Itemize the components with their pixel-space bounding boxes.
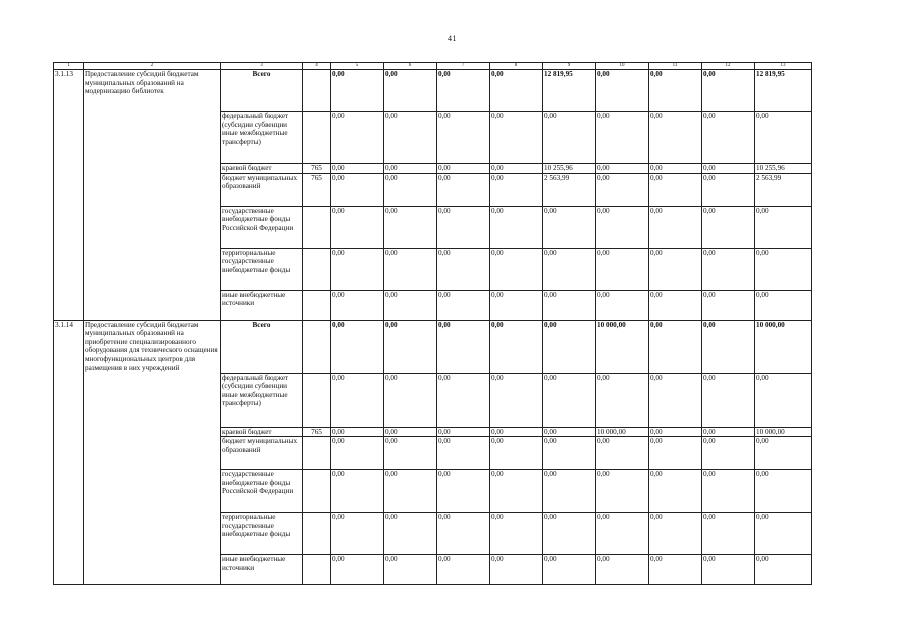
amount-cell: 0,00 — [543, 513, 596, 555]
page-number: 41 — [448, 34, 457, 43]
amount-cell: 0,00 — [596, 373, 649, 427]
funding-source: государственные внебюджетные фонды Российской Федерации — [221, 470, 303, 513]
amount-cell: 0,00 — [437, 555, 490, 585]
amount-cell: 0,00 — [649, 112, 702, 164]
budget-code: 765 — [303, 173, 331, 206]
amount-cell: 10 000,00 — [596, 427, 649, 437]
amount-cell: 0,00 — [702, 164, 755, 174]
header-cell: 6 — [384, 63, 437, 70]
amount-cell: 0,00 — [490, 164, 543, 174]
amount-cell: 0,00 — [331, 164, 384, 174]
amount-cell: 0,00 — [543, 427, 596, 437]
amount-cell: 0,00 — [596, 164, 649, 174]
amount-cell: 0,00 — [649, 248, 702, 290]
amount-cell: 0,00 — [702, 513, 755, 555]
amount-cell: 0,00 — [437, 427, 490, 437]
amount-cell: 0,00 — [702, 173, 755, 206]
amount-cell: 0,00 — [755, 437, 812, 470]
funding-source: краевой бюджет — [221, 427, 303, 437]
header-cell: 13 — [755, 63, 812, 70]
amount-cell: 0,00 — [331, 70, 384, 112]
amount-cell: 0,00 — [596, 112, 649, 164]
budget-code — [303, 248, 331, 290]
amount-cell: 0,00 — [702, 112, 755, 164]
amount-cell: 0,00 — [596, 206, 649, 248]
amount-cell: 2 563,99 — [755, 173, 812, 206]
header-row — [54, 63, 812, 70]
funding-source: иные внебюджетные источники — [221, 290, 303, 320]
funding-source: иные внебюджетные источники — [221, 555, 303, 585]
amount-cell: 0,00 — [543, 373, 596, 427]
table-row — [54, 70, 812, 112]
amount-cell: 0,00 — [331, 555, 384, 585]
header-cell: 11 — [649, 63, 702, 70]
amount-cell: 0,00 — [437, 206, 490, 248]
amount-cell: 0,00 — [702, 320, 755, 373]
amount-cell: 0,00 — [702, 555, 755, 585]
amount-cell: 0,00 — [649, 470, 702, 513]
amount-cell: 10 000,00 — [755, 320, 812, 373]
header-cell: 8 — [490, 63, 543, 70]
amount-cell: 0,00 — [543, 555, 596, 585]
amount-cell: 0,00 — [437, 173, 490, 206]
amount-cell: 0,00 — [596, 173, 649, 206]
amount-cell: 0,00 — [490, 427, 543, 437]
amount-cell: 0,00 — [384, 112, 437, 164]
funding-source: Всего — [221, 320, 303, 373]
budget-code — [303, 320, 331, 373]
amount-cell: 0,00 — [702, 206, 755, 248]
amount-cell: 0,00 — [437, 470, 490, 513]
measure-code: 3.1.13 — [54, 70, 84, 321]
amount-cell: 0,00 — [384, 513, 437, 555]
amount-cell: 0,00 — [384, 427, 437, 437]
measure-name: Предоставление субсидий бюджетам муниципальных образований на приобретение специализированного оборудования для технического оснащения многофункциональных центров для размещения в них учреждений — [84, 320, 221, 585]
amount-cell: 0,00 — [755, 373, 812, 427]
amount-cell: 0,00 — [755, 206, 812, 248]
budget-code — [303, 70, 331, 112]
budget-code — [303, 513, 331, 555]
header-cell: 7 — [437, 63, 490, 70]
budget-code — [303, 112, 331, 164]
amount-cell: 0,00 — [702, 290, 755, 320]
amount-cell: 0,00 — [755, 248, 812, 290]
amount-cell: 0,00 — [596, 290, 649, 320]
amount-cell: 0,00 — [437, 320, 490, 373]
amount-cell: 0,00 — [649, 290, 702, 320]
table-row — [54, 320, 812, 373]
funding-source: бюджет муниципальных образований — [221, 437, 303, 470]
budget-code — [303, 290, 331, 320]
amount-cell: 10 255,96 — [755, 164, 812, 174]
amount-cell: 0,00 — [490, 112, 543, 164]
amount-cell: 0,00 — [543, 248, 596, 290]
funding-source: государственные внебюджетные фонды Российской Федерации — [221, 206, 303, 248]
amount-cell: 0,00 — [331, 320, 384, 373]
amount-cell: 0,00 — [490, 70, 543, 112]
amount-cell: 0,00 — [437, 164, 490, 174]
amount-cell: 0,00 — [649, 373, 702, 427]
amount-cell: 0,00 — [649, 173, 702, 206]
amount-cell: 0,00 — [702, 437, 755, 470]
amount-cell: 0,00 — [437, 248, 490, 290]
header-cell: 3 — [221, 63, 303, 70]
amount-cell: 0,00 — [702, 470, 755, 513]
amount-cell: 0,00 — [331, 112, 384, 164]
header-cell: 10 — [596, 63, 649, 70]
budget-code — [303, 437, 331, 470]
amount-cell: 0,00 — [384, 320, 437, 373]
amount-cell: 0,00 — [543, 112, 596, 164]
amount-cell: 0,00 — [543, 320, 596, 373]
amount-cell: 0,00 — [331, 427, 384, 437]
amount-cell: 12 819,95 — [755, 70, 812, 112]
amount-cell: 0,00 — [543, 470, 596, 513]
amount-cell: 0,00 — [649, 206, 702, 248]
amount-cell: 0,00 — [596, 470, 649, 513]
amount-cell: 0,00 — [543, 437, 596, 470]
header-cell: 4 — [303, 63, 331, 70]
amount-cell: 0,00 — [331, 173, 384, 206]
amount-cell: 0,00 — [755, 513, 812, 555]
amount-cell: 0,00 — [649, 437, 702, 470]
amount-cell: 2 563,99 — [543, 173, 596, 206]
funding-source: бюджет муниципальных образований — [221, 173, 303, 206]
budget-code: 765 — [303, 164, 331, 174]
amount-cell: 0,00 — [384, 248, 437, 290]
amount-cell: 0,00 — [331, 437, 384, 470]
amount-cell: 0,00 — [437, 70, 490, 112]
amount-cell: 0,00 — [490, 470, 543, 513]
amount-cell: 0,00 — [490, 513, 543, 555]
funding-source: Всего — [221, 70, 303, 112]
amount-cell: 0,00 — [331, 513, 384, 555]
amount-cell: 12 819,95 — [543, 70, 596, 112]
amount-cell: 0,00 — [384, 70, 437, 112]
amount-cell: 0,00 — [596, 513, 649, 555]
amount-cell: 0,00 — [543, 206, 596, 248]
budget-code — [303, 555, 331, 585]
amount-cell: 0,00 — [331, 248, 384, 290]
measure-name: Предоставление субсидий бюджетам муниципальных образований на модернизацию библиотек — [84, 70, 221, 321]
amount-cell: 0,00 — [490, 290, 543, 320]
budget-code — [303, 206, 331, 248]
amount-cell: 10 000,00 — [596, 320, 649, 373]
amount-cell: 0,00 — [384, 373, 437, 427]
amount-cell: 0,00 — [331, 206, 384, 248]
amount-cell: 0,00 — [702, 373, 755, 427]
budget-table — [53, 62, 812, 585]
header-cell: 1 — [54, 63, 84, 70]
amount-cell: 10 000,00 — [755, 427, 812, 437]
amount-cell: 0,00 — [649, 164, 702, 174]
amount-cell: 0,00 — [755, 112, 812, 164]
amount-cell: 0,00 — [702, 427, 755, 437]
amount-cell: 0,00 — [702, 70, 755, 112]
header-cell: 5 — [331, 63, 384, 70]
header-cell: 2 — [84, 63, 221, 70]
amount-cell: 0,00 — [596, 70, 649, 112]
budget-code — [303, 470, 331, 513]
header-cell: 9 — [543, 63, 596, 70]
amount-cell: 0,00 — [490, 555, 543, 585]
amount-cell: 0,00 — [437, 437, 490, 470]
amount-cell: 0,00 — [490, 173, 543, 206]
amount-cell: 0,00 — [384, 290, 437, 320]
amount-cell: 0,00 — [384, 164, 437, 174]
amount-cell: 0,00 — [596, 248, 649, 290]
amount-cell: 0,00 — [384, 173, 437, 206]
amount-cell: 0,00 — [490, 320, 543, 373]
amount-cell: 0,00 — [596, 555, 649, 585]
measure-code: 3.1.14 — [54, 320, 84, 585]
amount-cell: 0,00 — [331, 470, 384, 513]
amount-cell: 0,00 — [649, 70, 702, 112]
amount-cell: 0,00 — [543, 290, 596, 320]
header-cell: 12 — [702, 63, 755, 70]
funding-source: федеральный бюджет (субсидии субвенции иные межбюджетные трансферты) — [221, 373, 303, 427]
amount-cell: 0,00 — [596, 437, 649, 470]
amount-cell: 0,00 — [490, 437, 543, 470]
amount-cell: 0,00 — [755, 470, 812, 513]
funding-source: федеральный бюджет (субсидии субвенции иные межбюджетные трансферты) — [221, 112, 303, 164]
amount-cell: 0,00 — [649, 555, 702, 585]
amount-cell: 0,00 — [331, 290, 384, 320]
amount-cell: 0,00 — [490, 206, 543, 248]
funding-source: территориальные государственные внебюджетные фонды — [221, 248, 303, 290]
budget-code — [303, 373, 331, 427]
amount-cell: 0,00 — [755, 290, 812, 320]
amount-cell: 0,00 — [490, 373, 543, 427]
amount-cell: 0,00 — [331, 373, 384, 427]
amount-cell: 10 255,96 — [543, 164, 596, 174]
amount-cell: 0,00 — [384, 555, 437, 585]
funding-source: краевой бюджет — [221, 164, 303, 174]
amount-cell: 0,00 — [649, 513, 702, 555]
funding-source: территориальные государственные внебюджетные фонды — [221, 513, 303, 555]
amount-cell: 0,00 — [437, 112, 490, 164]
budget-code: 765 — [303, 427, 331, 437]
amount-cell: 0,00 — [384, 470, 437, 513]
amount-cell: 0,00 — [437, 290, 490, 320]
amount-cell: 0,00 — [437, 373, 490, 427]
amount-cell: 0,00 — [649, 427, 702, 437]
amount-cell: 0,00 — [702, 248, 755, 290]
table-body — [54, 63, 812, 585]
amount-cell: 0,00 — [384, 206, 437, 248]
amount-cell: 0,00 — [490, 248, 543, 290]
amount-cell: 0,00 — [437, 513, 490, 555]
amount-cell: 0,00 — [649, 320, 702, 373]
amount-cell: 0,00 — [755, 555, 812, 585]
amount-cell: 0,00 — [384, 437, 437, 470]
